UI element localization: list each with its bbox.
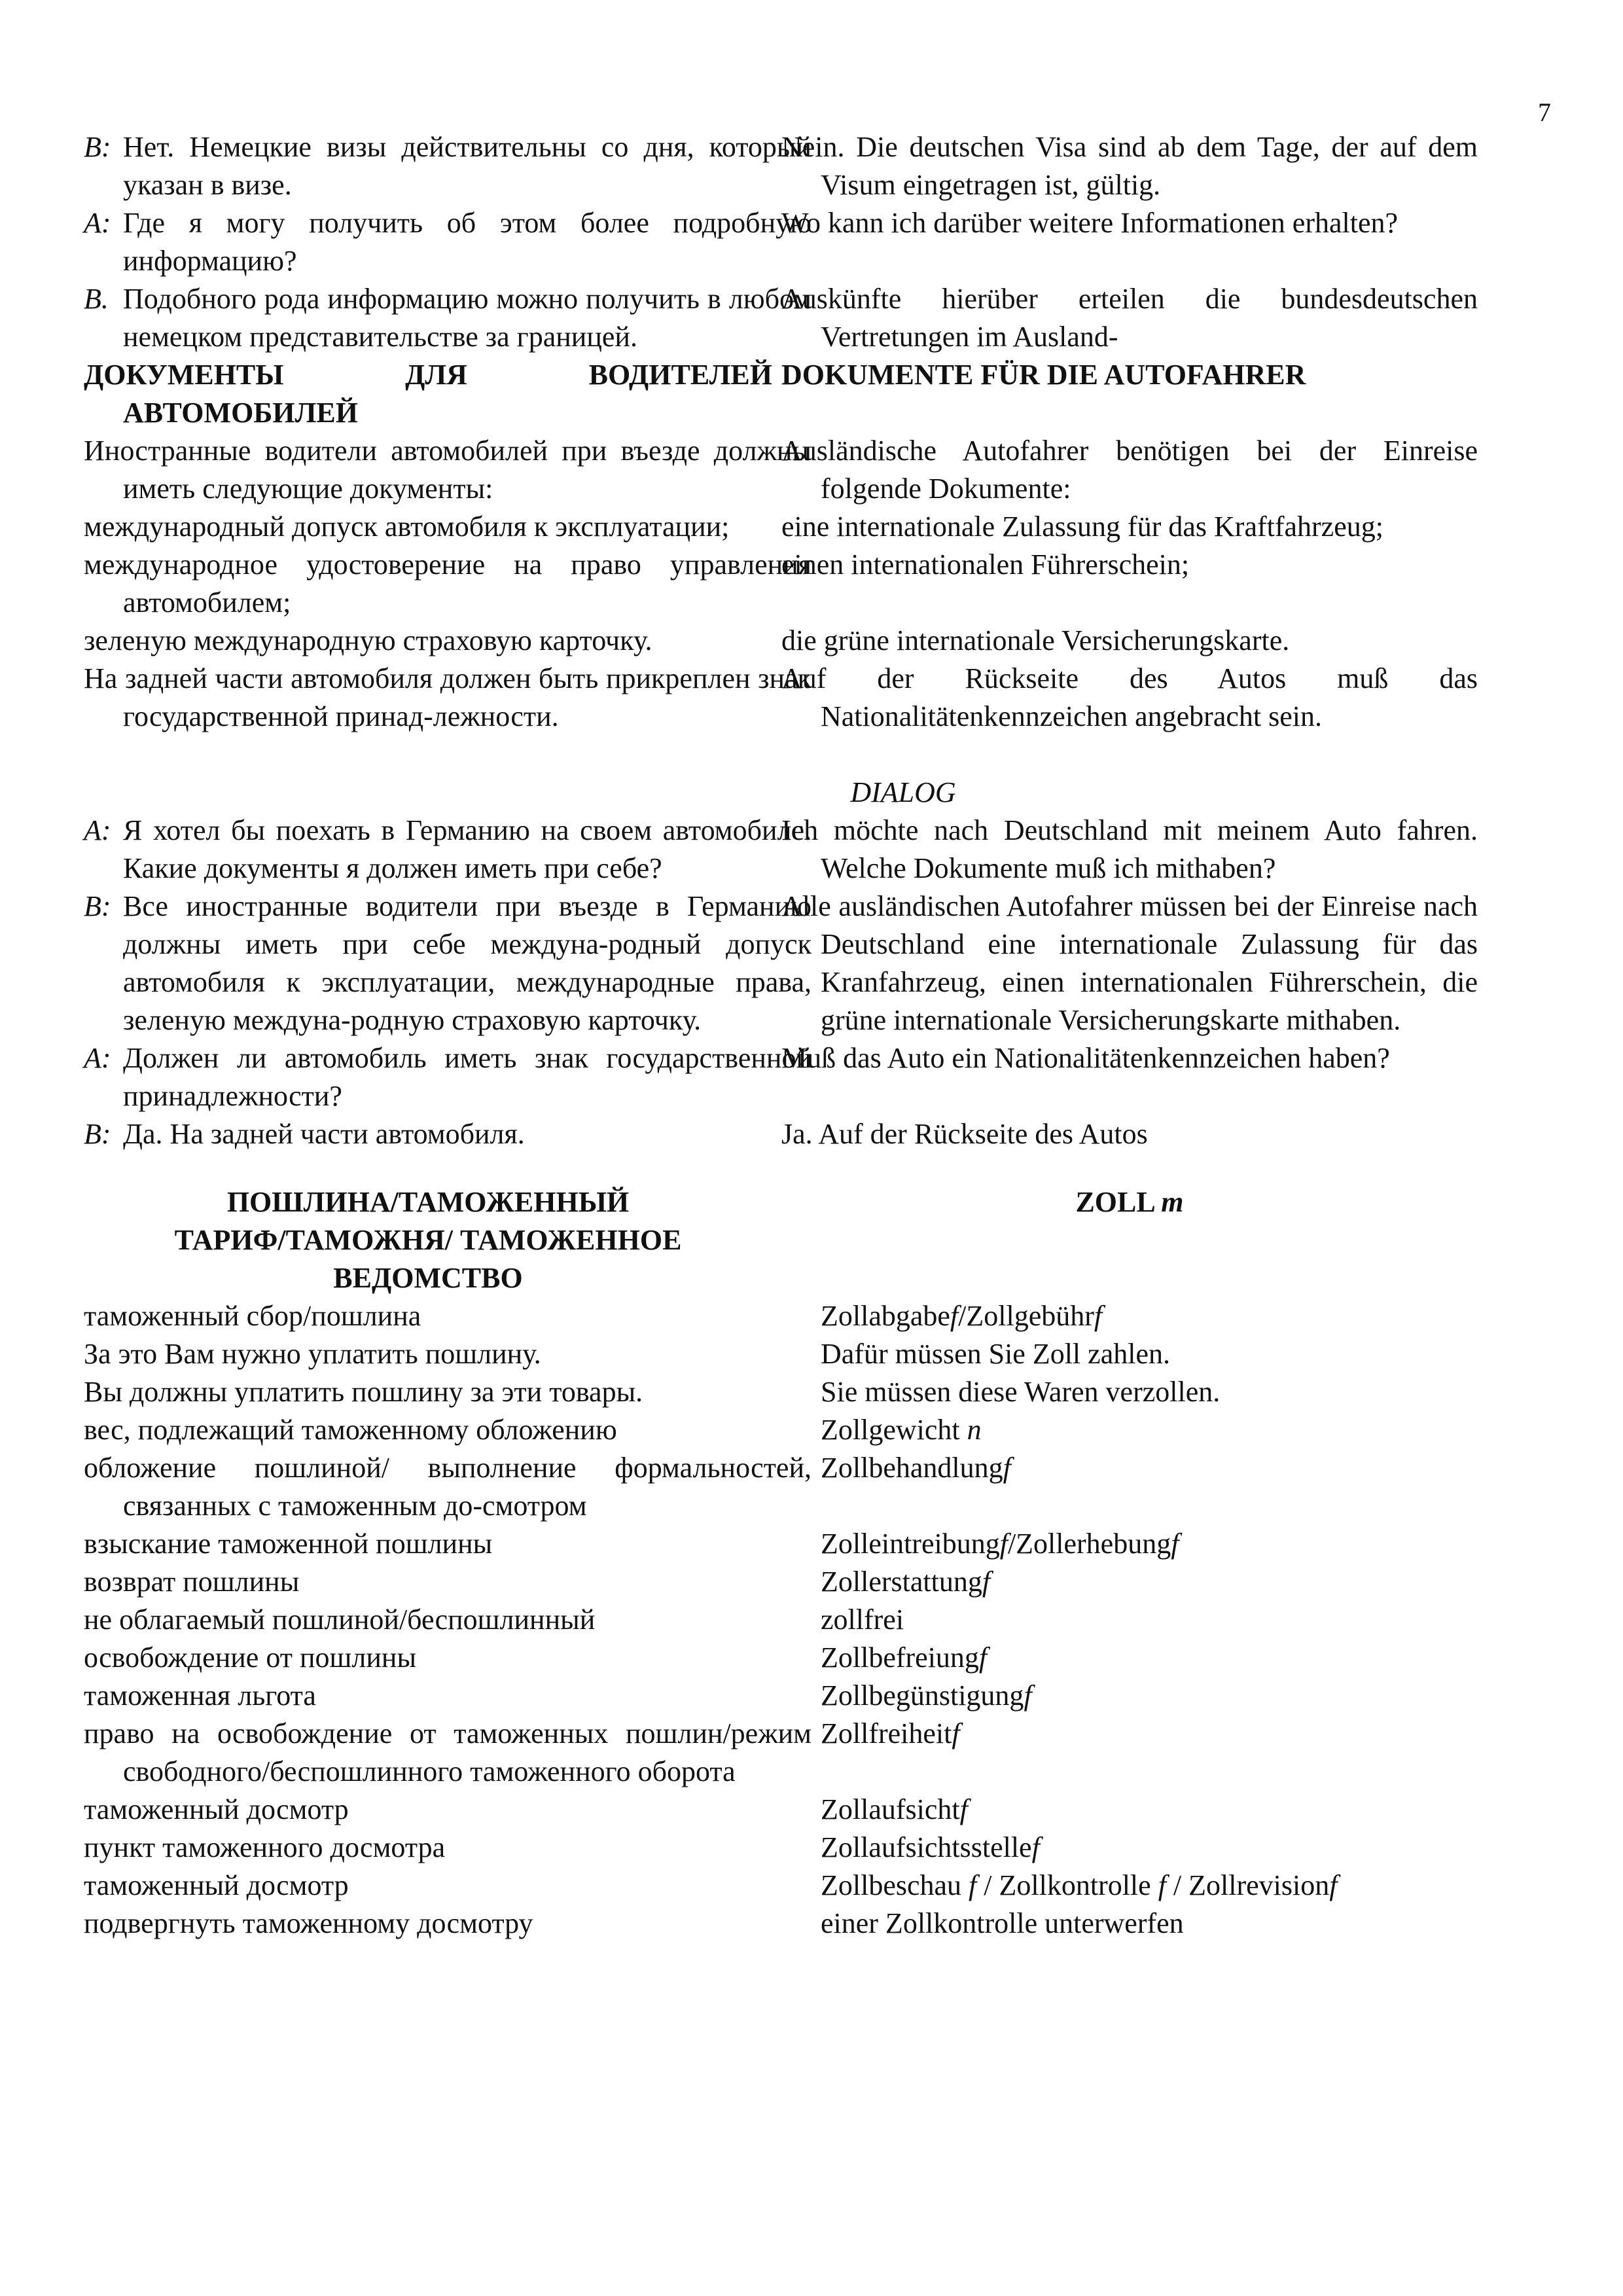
zoll-row-de: [812, 1373, 1478, 1411]
zoll-gender-mark: f: [1024, 1679, 1032, 1712]
zoll-term: Zollbehandlung: [821, 1452, 1003, 1484]
intro-dialog-speaker: А:: [84, 207, 111, 239]
zoll-row-ru: таможенный досмотр: [84, 1869, 349, 1901]
documents-heading-line2: АВТОМОБИЛЕЙ: [123, 397, 358, 429]
documents-heading-word-3: ВОДИТЕЛЕЙ: [588, 359, 772, 391]
zoll-gender-mark: f: [1094, 1300, 1103, 1332]
zoll-row: [84, 1411, 1478, 1449]
documents-row-ru: международный допуск автомобиля к эксплуатации;: [84, 511, 730, 543]
zoll-term: einer Zollkontrolle unterwerfen: [821, 1907, 1184, 1939]
zoll-term: Zollaufsicht: [821, 1793, 960, 1825]
zoll-heading-ru-line3: ВЕДОМСТВО: [333, 1262, 523, 1294]
documents-heading-de: DOKUMENTE FÜR DIE AUTOFAHRER: [781, 359, 1306, 391]
zoll-row-de: [812, 1449, 1478, 1525]
documents-row: [84, 622, 1478, 660]
zoll-term: Zolleintreibung: [821, 1528, 1000, 1560]
zoll-term: Zollbeschau: [821, 1869, 969, 1901]
documents-heading-row: [84, 356, 1478, 432]
dialog-ru-text: Все иностранные водители при въезде в Германию должны иметь при себе междуна-родный допуск автомобиля к эксплуатации, международные права, зеленую междуна-родную страховую карточку.: [123, 890, 812, 1036]
dialog-ru-text: Должен ли автомобиль иметь знак государственной принадлежности?: [123, 1042, 812, 1112]
zoll-gender-mark: n: [967, 1414, 982, 1446]
zoll-row: [84, 1335, 1478, 1373]
zoll-gender-mark: f: [1171, 1528, 1179, 1560]
zoll-heading-word: ZOLL: [1075, 1186, 1154, 1218]
zoll-row-de: [812, 1639, 1478, 1677]
intro-dialog: [84, 128, 1478, 356]
zoll-term: Zollaufsichtsstelle: [821, 1831, 1032, 1863]
zoll-term: Zollfreiheit: [821, 1717, 952, 1749]
zoll-row-de: [812, 1715, 1478, 1791]
intro-dialog-ru-text: Подобного рода информацию можно получить в любом немецком представительстве за границей.: [123, 283, 812, 353]
intro-dialog-row: [84, 204, 1478, 280]
zoll-gender-mark: f: [982, 1566, 991, 1598]
zoll-row-ru: освобождение от пошлины: [84, 1641, 417, 1674]
zoll-gender-mark: f: [999, 1528, 1008, 1560]
page-number: 7: [1538, 98, 1551, 127]
zoll-row-de: [812, 1297, 1478, 1335]
zoll-row-ru: вес, подлежащий таможенному обложению: [84, 1414, 617, 1446]
zoll-gender-mark: f: [978, 1641, 988, 1674]
zoll-row-ru: возврат пошлины: [84, 1566, 300, 1598]
documents-heading-word-2: ДЛЯ: [405, 359, 467, 391]
zoll-row-ru: За это Вам нужно уплатить пошлину.: [84, 1338, 541, 1370]
documents-heading-ru: [84, 356, 772, 432]
zoll-row-de: [812, 1905, 1478, 1943]
zoll-row-de: [812, 1791, 1478, 1829]
zoll-gender-mark: f: [1031, 1831, 1040, 1863]
zoll-term: Zollbegünstigung: [821, 1679, 1024, 1712]
zoll-row: [84, 1449, 1478, 1525]
intro-dialog-speaker: В:: [84, 131, 111, 163]
dialog-ru: [84, 812, 812, 888]
zoll-row-ru: Вы должны уплатить пошлину за эти товары.: [84, 1376, 643, 1408]
intro-dialog-ru: [84, 204, 812, 280]
dialog-ru-text: Да. На задней части автомобиля.: [123, 1118, 525, 1150]
zoll-row-de: [812, 1829, 1478, 1867]
documents-row-de: Auf der Rückseite des Autos muß das Nationalitätenkennzeichen angebracht sein.: [781, 662, 1478, 732]
intro-dialog-speaker: В.: [84, 283, 109, 315]
zoll-row: [84, 1563, 1478, 1601]
zoll-row-ru: пункт таможенного досмотра: [84, 1831, 446, 1863]
zoll-row-de: [812, 1563, 1478, 1601]
zoll-row-ru: таможенная льгота: [84, 1679, 316, 1712]
intro-dialog-de: Nein. Die deutschen Visa sind ab dem Tage, der auf dem Visum eingetragen ist, gültig.: [781, 131, 1478, 201]
documents-row-ru: Иностранные водители автомобилей при въезде должны иметь следующие документы:: [84, 435, 812, 505]
zoll-term: Sie müssen diese Waren verzollen.: [821, 1376, 1221, 1408]
dialog-speaker: В:: [84, 1118, 111, 1150]
intro-dialog-ru-text: Нет. Немецкие визы действительны со дня, который указан в визе.: [123, 131, 812, 201]
intro-dialog-de: Wo kann ich darüber weitere Informationen erhalten?: [781, 207, 1399, 239]
dialog-ru: [84, 888, 812, 1039]
zoll-gender-mark: f: [1158, 1869, 1166, 1901]
zoll-term: / Zollrevision: [1166, 1869, 1330, 1901]
intro-dialog-ru-text: Где я могу получить об этом более подробную информацию?: [123, 207, 812, 277]
zoll-row: [84, 1373, 1478, 1411]
dialog-de: Ich möchte nach Deutschland mit meinem Auto fahren. Welche Dokumente muß ich mithaben?: [781, 814, 1478, 884]
dialog-ru: [84, 1039, 812, 1115]
zoll-term: / Zollkontrolle: [976, 1869, 1158, 1901]
documents-row-ru: На задней части автомобиля должен быть прикреплен знак государственной принад-лежности.: [84, 662, 812, 732]
dialog-speaker: А:: [84, 814, 111, 846]
dialog-title-row: [84, 774, 1478, 812]
dialog-speaker: В:: [84, 890, 111, 922]
dialog-row: [84, 812, 1478, 888]
zoll-gender-mark: f: [1003, 1452, 1011, 1484]
zoll-gender-mark: f: [950, 1300, 959, 1332]
documents-row-de: die grüne internationale Versicherungskarte.: [781, 624, 1290, 656]
zoll-gender-mark: f: [969, 1869, 977, 1901]
zoll-term: Zollbefreiung: [821, 1641, 979, 1674]
documents-row: [84, 432, 1478, 508]
documents-row-de: Ausländische Autofahrer benötigen bei der Einreise folgende Dokumente:: [781, 435, 1478, 505]
zoll-row-de: [812, 1867, 1478, 1905]
zoll-term: /Zollerhebung: [1007, 1528, 1171, 1560]
zoll-term: Zollerstattung: [821, 1566, 982, 1598]
intro-dialog-row: [84, 128, 1478, 204]
zoll-row-ru: право на освобождение от таможенных пошлин/режим свободного/беспошлинного таможенного оборота: [84, 1717, 812, 1787]
zoll-row-de: [812, 1411, 1478, 1449]
zoll-row-de: [812, 1677, 1478, 1715]
zoll-heading-ru: [84, 1183, 772, 1297]
documents-row: [84, 546, 1478, 622]
intro-dialog-de: Auskünfte hierüber erteilen die bundesdeutschen Vertretungen im Ausland-: [781, 283, 1478, 353]
zoll-gender-mark: f: [952, 1717, 960, 1749]
dialog-ru-text: Я хотел бы поехать в Германию на своем автомобиле. Какие документы я должен иметь при себе?: [123, 814, 812, 884]
zoll-row: [84, 1297, 1478, 1335]
dialog-de: Alle ausländischen Autofahrer müssen bei der Einreise nach Deutschland eine internationale Zulassung für das Kranfahrzeug, einen internationalen Führerschein, die grüne internationale Versicherungskarte mithaben.: [781, 890, 1478, 1036]
zoll-term: Zollgewicht: [821, 1414, 967, 1446]
dialog-speaker: А:: [84, 1042, 111, 1074]
dialog-row: [84, 888, 1478, 1039]
zoll-row: [84, 1677, 1478, 1715]
intro-dialog-ru: [84, 280, 812, 356]
zoll-row: [84, 1829, 1478, 1867]
documents-row-ru: международное удостоверение на право управления автомобилем;: [84, 548, 812, 619]
zoll-row: [84, 1867, 1478, 1905]
zoll-row-ru: обложение пошлиной/ выполнение формальностей, связанных с таможенным до-смотром: [84, 1452, 812, 1522]
dialog-row: [84, 1115, 1478, 1153]
zoll-rows: [84, 1297, 1478, 1943]
zoll-row: [84, 1791, 1478, 1829]
dialog-row: [84, 1039, 1478, 1115]
zoll-row: [84, 1601, 1478, 1639]
documents-heading-word-1: ДОКУМЕНТЫ: [84, 359, 284, 391]
dialog-title: DIALOG: [850, 776, 956, 808]
zoll-row-ru: не облагаемый пошлиной/беспошлинный: [84, 1604, 596, 1636]
dialog-de: Ja. Auf der Rückseite des Autos: [781, 1118, 1148, 1150]
page-content: [84, 128, 1478, 1943]
zoll-row-ru: таможенный досмотр: [84, 1793, 349, 1825]
zoll-term: Dafür müssen Sie Zoll zahlen.: [821, 1338, 1170, 1370]
documents-row: [84, 508, 1478, 546]
zoll-gender-mark: f: [959, 1793, 968, 1825]
zoll-heading-de: [772, 1183, 1478, 1297]
zoll-heading-ru-line2: ТАРИФ/ТАМОЖНЯ/ ТАМОЖЕННОЕ: [174, 1224, 682, 1256]
zoll-heading-row: [84, 1183, 1478, 1297]
zoll-row: [84, 1715, 1478, 1791]
dialog-de: Muß das Auto ein Nationalitätenkennzeichen haben?: [781, 1042, 1390, 1074]
zoll-row: [84, 1525, 1478, 1563]
dialog: [84, 812, 1478, 1153]
zoll-row-de: [812, 1525, 1478, 1563]
zoll-heading-ru-line1: ПОШЛИНА/ТАМОЖЕННЫЙ: [226, 1186, 630, 1218]
documents-row: [84, 660, 1478, 736]
zoll-term: zollfrei: [821, 1604, 904, 1636]
zoll-row-ru: подвергнуть таможенному досмотру: [84, 1907, 533, 1939]
documents-row-de: einen internationalen Führerschein;: [781, 548, 1190, 581]
zoll-term: Zollabgabe: [821, 1300, 950, 1332]
zoll-row-ru: взыскание таможенной пошлины: [84, 1528, 493, 1560]
zoll-term: /Zollgebühr: [958, 1300, 1094, 1332]
zoll-heading-gender: m: [1161, 1186, 1184, 1218]
intro-dialog-row: [84, 280, 1478, 356]
zoll-row-ru: таможенный сбор/пошлина: [84, 1300, 421, 1332]
documents-rows: [84, 432, 1478, 736]
dialog-ru: [84, 1115, 812, 1153]
zoll-row-de: [812, 1601, 1478, 1639]
zoll-gender-mark: f: [1329, 1869, 1338, 1901]
documents-row-de: eine internationale Zulassung für das Kraftfahrzeug;: [781, 511, 1383, 543]
zoll-row: [84, 1905, 1478, 1943]
documents-row-ru: зеленую международную страховую карточку.: [84, 624, 652, 656]
zoll-row-de: [812, 1335, 1478, 1373]
zoll-row: [84, 1639, 1478, 1677]
intro-dialog-ru: [84, 128, 812, 204]
